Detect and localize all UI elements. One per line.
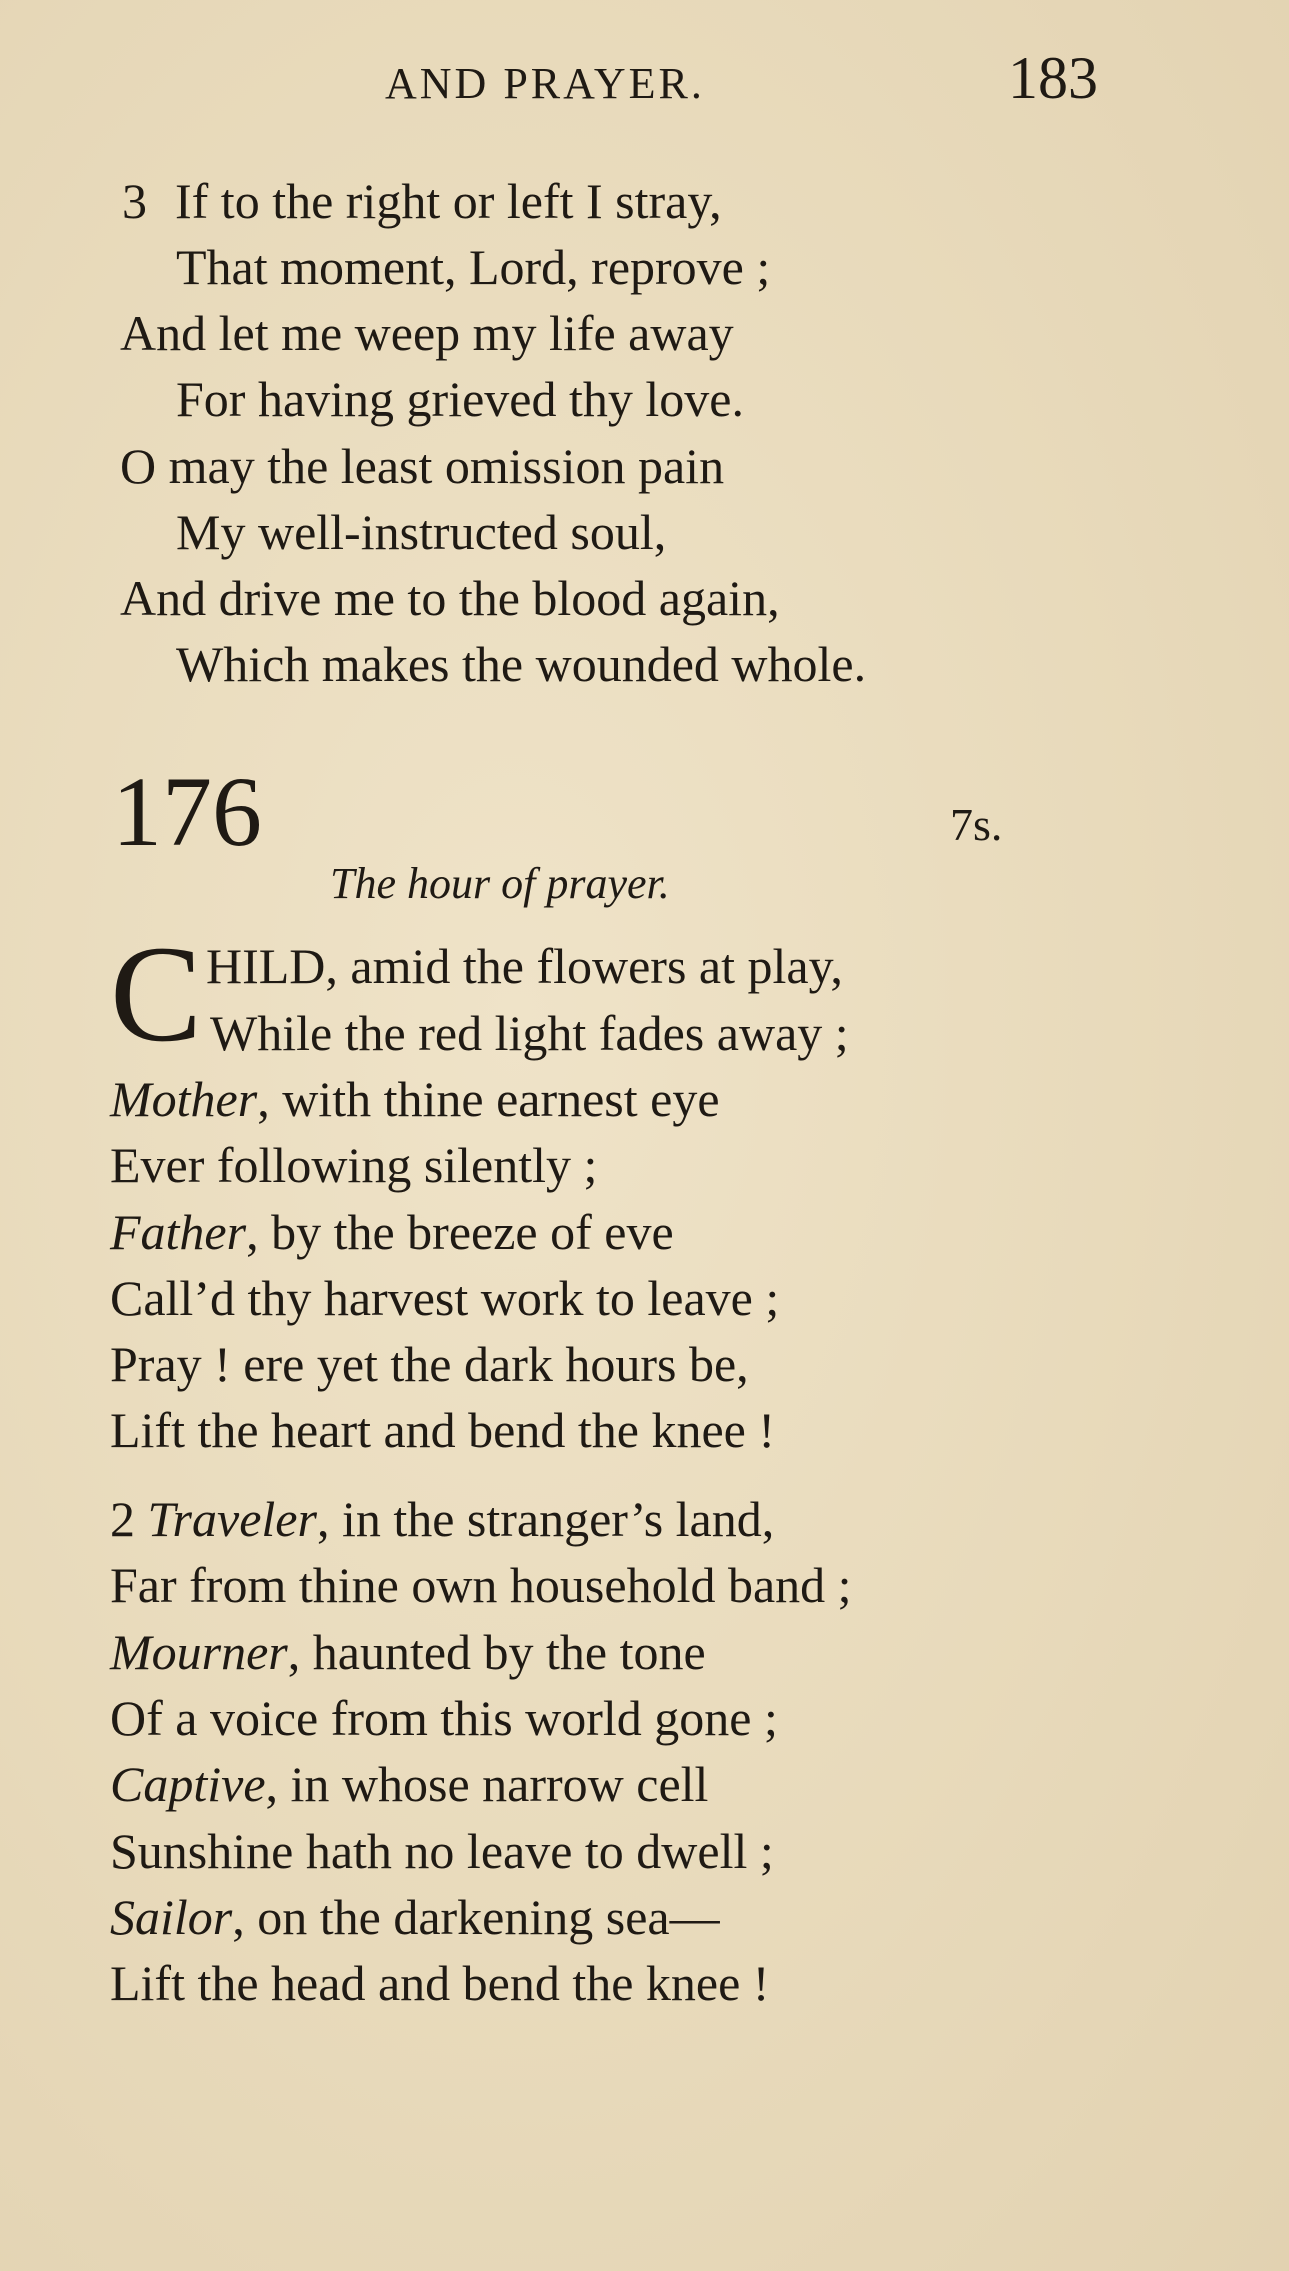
line-text: , in the stranger’s land, [316,1491,775,1547]
line-text: , by the breeze of eve [246,1204,674,1260]
verse-line: Far from thine own household band ; [110,1557,852,1613]
verse-line [110,1889,720,1945]
verse-line [110,1204,674,1260]
verse-number: 3 [122,173,147,229]
line-text: , with thine earnest eye [257,1071,720,1127]
drop-cap: C [110,917,203,1070]
italic-word: Mother [110,1071,258,1127]
verse-line: Pray ! ere yet the dark hours be, [110,1336,749,1392]
page-header [0,42,1289,122]
verse-line: O may the least omission pain [120,438,725,494]
verse-line: That moment, Lord, reprove ; [176,239,771,295]
page-number: 183 [1008,45,1098,111]
verse-line: Sunshine hath no leave to dwell ; [110,1823,774,1879]
italic-word: Traveler [147,1491,317,1547]
verse-line: Call’d thy harvest work to leave ; [110,1270,780,1326]
line-text: , in whose narrow cell [265,1756,709,1812]
verse-number: 2 [110,1491,135,1547]
verse-line: Which makes the wounded whole. [176,636,867,692]
verse-line: Lift the heart and bend the knee ! [110,1402,775,1458]
italic-word: Mourner [110,1624,288,1680]
verse-line [110,1491,775,1547]
verse-line: Of a voice from this world gone ; [110,1690,778,1746]
verse-line: And drive me to the blood again, [120,570,780,626]
verse-line: For having grieved thy love. [176,371,744,427]
verse-line [110,1071,720,1127]
italic-word: Father [110,1204,247,1260]
verse-line [110,1756,709,1812]
running-head: AND PRAYER. [385,59,705,108]
line-text: , haunted by the tone [287,1624,706,1680]
hymn-meter: 7s. [950,799,1003,850]
hymn-subtitle: The hour of prayer. [330,859,670,908]
italic-word: Sailor [110,1889,233,1945]
italic-word: Captive [110,1756,266,1812]
verse-line: While the red light fades away ; [210,1005,849,1061]
verse-line: If to the right or left I stray, [175,173,722,229]
verse-line: HILD, amid the flowers at play, [206,938,843,994]
verse-line: My well-instructed soul, [176,504,667,560]
hymn-number: 176 [112,756,262,867]
line-text: , on the darkening sea— [232,1889,720,1945]
verse-line [110,1624,706,1680]
verse-line: And let me weep my life away [120,305,734,361]
verse-line: Ever following silently ; [110,1137,598,1193]
verse-line: Lift the head and bend the knee ! [110,1955,770,2011]
